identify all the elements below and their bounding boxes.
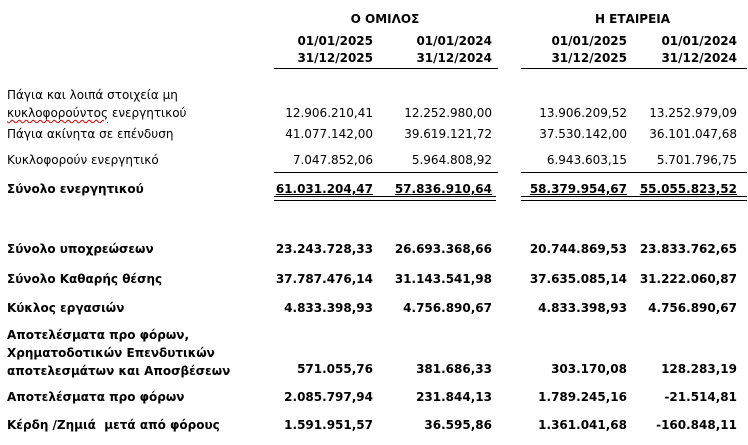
cell-value: 37.530.142,00: [539, 127, 627, 141]
cell-value: 13.906.209,52: [539, 106, 627, 120]
cell-value: 303.170,08: [551, 362, 627, 376]
cell-value: 23.243.728,33: [275, 242, 373, 256]
column-header-2-to: 31/12/2024: [416, 51, 492, 65]
column-header-3: [507, 33, 627, 67]
cell-value: 5.964.808,92: [411, 153, 492, 167]
row-label: Σύνολο Καθαρής θέσης: [7, 272, 163, 286]
cell-value: 1.591.951,57: [284, 418, 373, 432]
cell-value: 36.101.047,68: [649, 127, 737, 141]
cell-value: 4.833.398,93: [284, 301, 373, 315]
row-label-line-2: Χρηματοδοτικών Επενδυτικών: [7, 346, 215, 360]
cell-value: 57.836.910,64: [394, 182, 492, 196]
cell-value: 26.693.368,66: [394, 242, 492, 256]
row-label-line-2: [7, 104, 186, 122]
row-label-line-3: αποτελεσμάτων και Αποσβέσεων: [7, 364, 231, 378]
cell-value: 12.906.210,41: [285, 106, 373, 120]
misspelled-word: κυκλοφορούντος: [7, 106, 109, 120]
column-header-4-from: 01/01/2024: [661, 34, 737, 48]
cell-value: 41.077.142,00: [285, 127, 373, 141]
column-header-2-from: 01/01/2024: [416, 34, 492, 48]
row-label: Σύνολο ενεργητικού: [7, 182, 144, 196]
row-label: Σύνολο υποχρεώσεων: [7, 242, 154, 256]
total-double-rule-etaireia: [521, 196, 747, 201]
cell-value: 12.252.980,00: [404, 106, 492, 120]
column-header-1-from: 01/01/2025: [297, 34, 373, 48]
cell-value: 20.744.869,53: [529, 242, 627, 256]
cell-value: 5.701.796,75: [656, 153, 737, 167]
header-rule-omilos: [274, 68, 498, 69]
row-label: Κέρδη /Ζημιά μετά από φόρους: [7, 418, 220, 432]
cell-value: 7.047.852,06: [292, 153, 373, 167]
row-label: Κυκλοφορούν ενεργητικό: [7, 153, 159, 167]
column-header-4-to: 31/12/2024: [661, 51, 737, 65]
column-header-1-to: 31/12/2025: [297, 51, 373, 65]
row-label-rest: ενεργητικού: [108, 106, 187, 120]
row-label: Κύκλος εργασιών: [7, 301, 125, 315]
cell-value: -21.514,81: [664, 390, 737, 404]
row-label: Αποτελέσματα προ φόρων: [7, 390, 185, 404]
cell-value: 4.833.398,93: [538, 301, 627, 315]
cell-value: 36.595,86: [424, 418, 492, 432]
row-label-line-1: Αποτελέσματα προ φόρων,: [7, 328, 190, 342]
column-header-2: [372, 33, 492, 67]
cell-value: 37.787.476,14: [275, 272, 373, 286]
cell-value: 1.789.245,16: [538, 390, 627, 404]
row-label: [7, 86, 186, 122]
column-header-4: [617, 33, 737, 67]
cell-value: 128.283,19: [661, 362, 737, 376]
cell-value: 571.055,76: [297, 362, 373, 376]
cell-value: 6.943.603,15: [546, 153, 627, 167]
subtotal-rule-etaireia: [521, 172, 747, 173]
cell-value: 13.252.979,09: [649, 106, 737, 120]
cell-value: 23.833.762,65: [639, 242, 737, 256]
header-rule-etaireia: [521, 68, 747, 69]
column-header-1: [253, 33, 373, 67]
table-row: [0, 326, 748, 380]
table-row: [0, 86, 748, 122]
cell-value: 61.031.204,47: [275, 182, 373, 196]
cell-value: 2.085.797,94: [284, 390, 373, 404]
cell-value: 31.222.060,87: [639, 272, 737, 286]
column-header-3-from: 01/01/2025: [551, 34, 627, 48]
row-label-line-1: Πάγια και λοιπά στοιχεία μη: [7, 88, 178, 102]
cell-value: 31.143.541,98: [394, 272, 492, 286]
cell-value: 4.756.890,67: [648, 301, 737, 315]
cell-value: 39.619.121,72: [404, 127, 492, 141]
cell-value: 1.361.041,68: [538, 418, 627, 432]
row-label: Πάγια ακίνητα σε επένδυση: [7, 127, 174, 141]
column-header-3-to: 31/12/2025: [551, 51, 627, 65]
cell-value: 37.635.085,14: [529, 272, 627, 286]
cell-value: -160.848,11: [656, 418, 737, 432]
cell-value: 381.686,33: [416, 362, 492, 376]
cell-value: 231.844,13: [416, 390, 492, 404]
cell-value: 55.055.823,52: [639, 182, 737, 196]
group-header-etaireia: Η ΕΤΑΙΡΕΙΑ: [594, 12, 671, 26]
row-label: [7, 326, 230, 380]
cell-value: 4.756.890,67: [403, 301, 492, 315]
total-double-rule-omilos: [274, 196, 496, 201]
cell-value: 58.379.954,67: [529, 182, 627, 196]
group-header-omilos: Ο ΟΜΙΛΟΣ: [350, 12, 420, 26]
subtotal-rule-omilos: [274, 172, 498, 173]
